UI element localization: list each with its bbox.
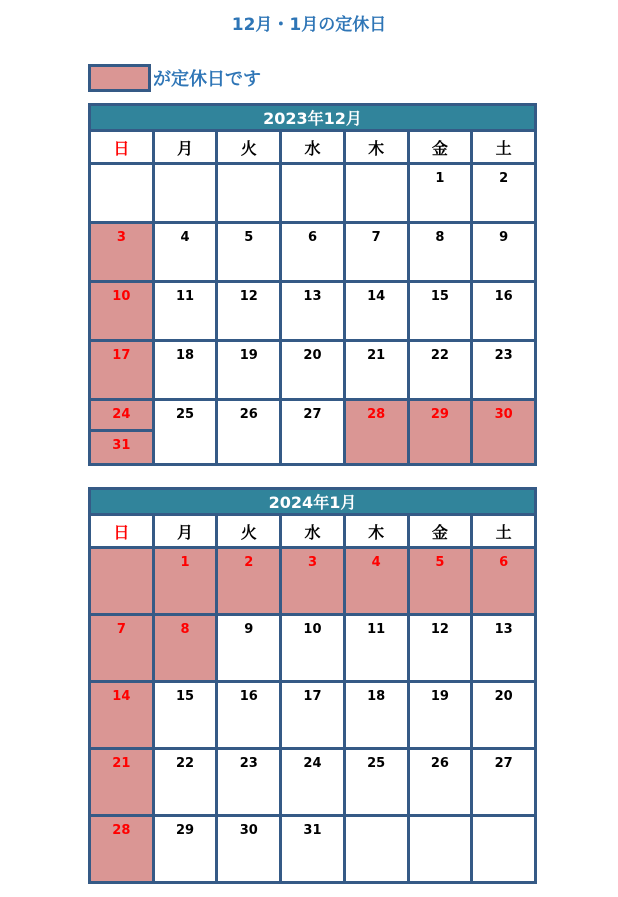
day-cell: 22 bbox=[408, 341, 472, 400]
day-cell: 29 bbox=[153, 816, 217, 883]
day-cell: 21 bbox=[344, 341, 408, 400]
week-row bbox=[90, 682, 536, 749]
weekday-mon: 月 bbox=[153, 131, 217, 164]
week-row bbox=[90, 341, 536, 400]
day-cell: 30 bbox=[472, 400, 536, 465]
empty-day-cell bbox=[472, 816, 536, 883]
day-cell: 4 bbox=[344, 548, 408, 615]
empty-day-cell bbox=[90, 164, 154, 223]
day-cell: 18 bbox=[153, 341, 217, 400]
calendar-december bbox=[88, 103, 537, 466]
week-row bbox=[90, 816, 536, 883]
empty-day-cell bbox=[408, 816, 472, 883]
calendar-january bbox=[88, 487, 537, 884]
legend bbox=[88, 64, 261, 92]
calendar-title: 2023年12月 bbox=[90, 105, 536, 131]
day-cell: 23 bbox=[472, 341, 536, 400]
day-cell: 8 bbox=[408, 223, 472, 282]
empty-day-cell bbox=[281, 164, 345, 223]
weekday-sun: 日 bbox=[90, 131, 154, 164]
day-cell: 29 bbox=[408, 400, 472, 465]
weekday-header-row bbox=[90, 515, 536, 548]
day-cell: 14 bbox=[90, 682, 154, 749]
week-row bbox=[90, 749, 536, 816]
day-cell: 19 bbox=[217, 341, 281, 400]
day-cell: 28 bbox=[90, 816, 154, 883]
weekday-wed: 水 bbox=[281, 515, 345, 548]
day-cell: 19 bbox=[408, 682, 472, 749]
day-cell: 26 bbox=[217, 400, 281, 465]
weekday-tue: 火 bbox=[217, 515, 281, 548]
day-cell: 25 bbox=[344, 749, 408, 816]
day-cell: 13 bbox=[472, 615, 536, 682]
day-cell: 22 bbox=[153, 749, 217, 816]
day-cell: 9 bbox=[217, 615, 281, 682]
day-cell: 6 bbox=[472, 548, 536, 615]
day-cell: 17 bbox=[90, 341, 154, 400]
legend-text: が定休日です bbox=[153, 69, 261, 90]
weekday-fri: 金 bbox=[408, 131, 472, 164]
page-title: 12月・1月の定休日 bbox=[231, 15, 387, 35]
day-cell: 1 bbox=[153, 548, 217, 615]
day-cell: 28 bbox=[344, 400, 408, 465]
legend-swatch-closed bbox=[88, 64, 151, 92]
weekday-mon: 月 bbox=[153, 515, 217, 548]
empty-day-cell bbox=[344, 164, 408, 223]
weekday-tue: 火 bbox=[217, 131, 281, 164]
day-cell: 15 bbox=[153, 682, 217, 749]
day-cell: 25 bbox=[153, 400, 217, 465]
day-cell: 10 bbox=[281, 615, 345, 682]
weekday-fri: 金 bbox=[408, 515, 472, 548]
day-cell: 4 bbox=[153, 223, 217, 282]
week-row bbox=[90, 223, 536, 282]
day-cell: 31 bbox=[91, 432, 152, 463]
week-row bbox=[90, 282, 536, 341]
day-cell: 11 bbox=[344, 615, 408, 682]
empty-day-cell bbox=[344, 816, 408, 883]
day-cell: 21 bbox=[90, 749, 154, 816]
day-cell: 24 bbox=[91, 401, 152, 432]
day-cell: 17 bbox=[281, 682, 345, 749]
weekday-header-row bbox=[90, 131, 536, 164]
day-cell: 14 bbox=[344, 282, 408, 341]
day-cell: 2 bbox=[217, 548, 281, 615]
day-cell: 7 bbox=[344, 223, 408, 282]
week-row bbox=[90, 548, 536, 615]
day-cell: 10 bbox=[90, 282, 154, 341]
day-cell: 11 bbox=[153, 282, 217, 341]
week-row bbox=[90, 164, 536, 223]
day-cell: 1 bbox=[408, 164, 472, 223]
empty-day-cell bbox=[217, 164, 281, 223]
day-cell: 16 bbox=[472, 282, 536, 341]
day-cell: 2 bbox=[472, 164, 536, 223]
day-cell: 3 bbox=[90, 223, 154, 282]
day-cell: 27 bbox=[281, 400, 345, 465]
day-cell: 20 bbox=[472, 682, 536, 749]
day-cell: 15 bbox=[408, 282, 472, 341]
day-cell: 8 bbox=[153, 615, 217, 682]
day-cell: 26 bbox=[408, 749, 472, 816]
day-cell: 5 bbox=[408, 548, 472, 615]
day-cell: 12 bbox=[217, 282, 281, 341]
calendar-title: 2024年1月 bbox=[90, 489, 536, 515]
day-cell: 9 bbox=[472, 223, 536, 282]
day-cell: 6 bbox=[281, 223, 345, 282]
week-row bbox=[90, 615, 536, 682]
weekday-thu: 木 bbox=[344, 131, 408, 164]
day-cell-split bbox=[90, 400, 154, 465]
day-cell: 3 bbox=[281, 548, 345, 615]
day-cell: 5 bbox=[217, 223, 281, 282]
week-row bbox=[90, 400, 536, 465]
day-cell: 31 bbox=[281, 816, 345, 883]
day-cell: 23 bbox=[217, 749, 281, 816]
weekday-sat: 土 bbox=[472, 131, 536, 164]
day-cell: 18 bbox=[344, 682, 408, 749]
weekday-thu: 木 bbox=[344, 515, 408, 548]
weekday-wed: 水 bbox=[281, 131, 345, 164]
day-cell: 20 bbox=[281, 341, 345, 400]
day-cell: 13 bbox=[281, 282, 345, 341]
weekday-sun: 日 bbox=[90, 515, 154, 548]
day-cell: 7 bbox=[90, 615, 154, 682]
day-cell: 30 bbox=[217, 816, 281, 883]
empty-day-cell bbox=[90, 548, 154, 615]
weekday-sat: 土 bbox=[472, 515, 536, 548]
empty-day-cell bbox=[153, 164, 217, 223]
day-cell: 12 bbox=[408, 615, 472, 682]
day-cell: 27 bbox=[472, 749, 536, 816]
day-cell: 24 bbox=[281, 749, 345, 816]
day-cell: 16 bbox=[217, 682, 281, 749]
